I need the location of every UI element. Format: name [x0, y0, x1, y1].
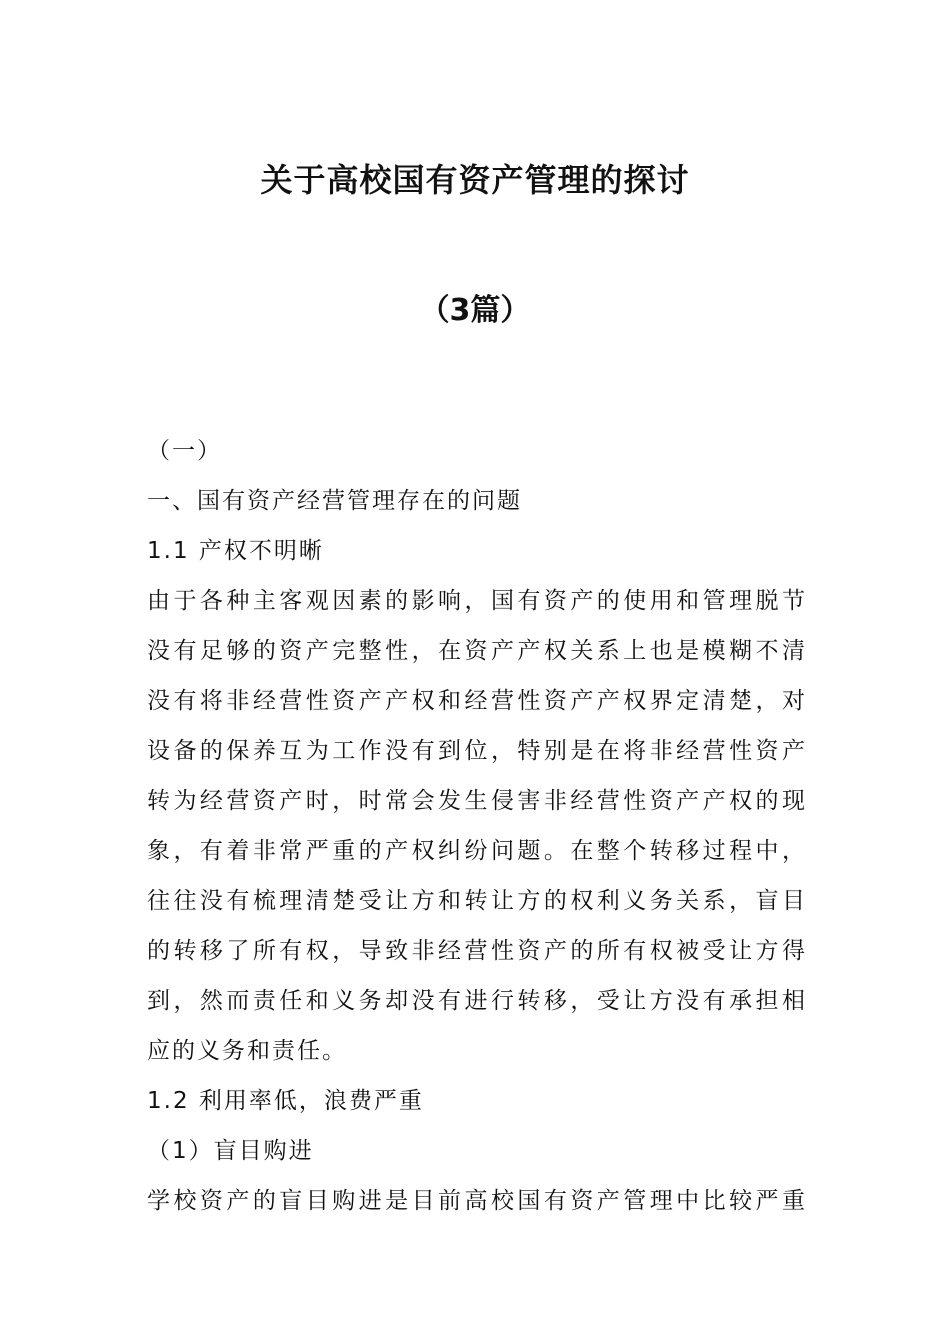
section-marker: （一） [147, 438, 222, 464]
paragraph-line: 到，然而责任和义务却没有进行转移，受让方没有承担相 [147, 988, 807, 1014]
paragraph-line: 的转移了所有权，导致非经营性资产的所有权被受让方得 [147, 938, 807, 964]
document-subtitle: （3篇） [419, 293, 531, 328]
heading-1-1: 1.1 产权不明晰 [147, 538, 324, 564]
heading-1: 一、国有资产经营管理存在的问题 [147, 488, 522, 514]
paragraph-line: 往往没有梳理清楚受让方和转让方的权利义务关系，盲目 [147, 888, 807, 914]
paragraph-line: 象，有着非常严重的产权纠纷问题。在整个转移过程中， [147, 838, 807, 864]
heading-1-2: 1.2 利用率低，浪费严重 [147, 1088, 424, 1114]
sub-heading-1: （1）盲目购进 [147, 1138, 314, 1164]
paragraph-line: 转为经营资产时，时常会发生侵害非经营性资产产权的现 [147, 788, 807, 814]
paragraph-line-last: 应的义务和责任。 [147, 1038, 347, 1064]
paragraph-line: 没有足够的资产完整性，在资产产权关系上也是模糊不清 [147, 638, 807, 664]
document-title: 关于高校国有资产管理的探讨 [260, 161, 690, 199]
paragraph-line: 学校资产的盲目购进是目前高校国有资产管理中比较严重 [147, 1188, 807, 1214]
paragraph-line: 没有将非经营性资产产权和经营性资产产权界定清楚，对 [147, 688, 807, 714]
paragraph-line: 设备的保养互为工作没有到位，特别是在将非经营性资产 [147, 738, 807, 764]
document-body [147, 426, 807, 1226]
paragraph-line: 由于各种主客观因素的影响，国有资产的使用和管理脱节 [147, 588, 807, 614]
